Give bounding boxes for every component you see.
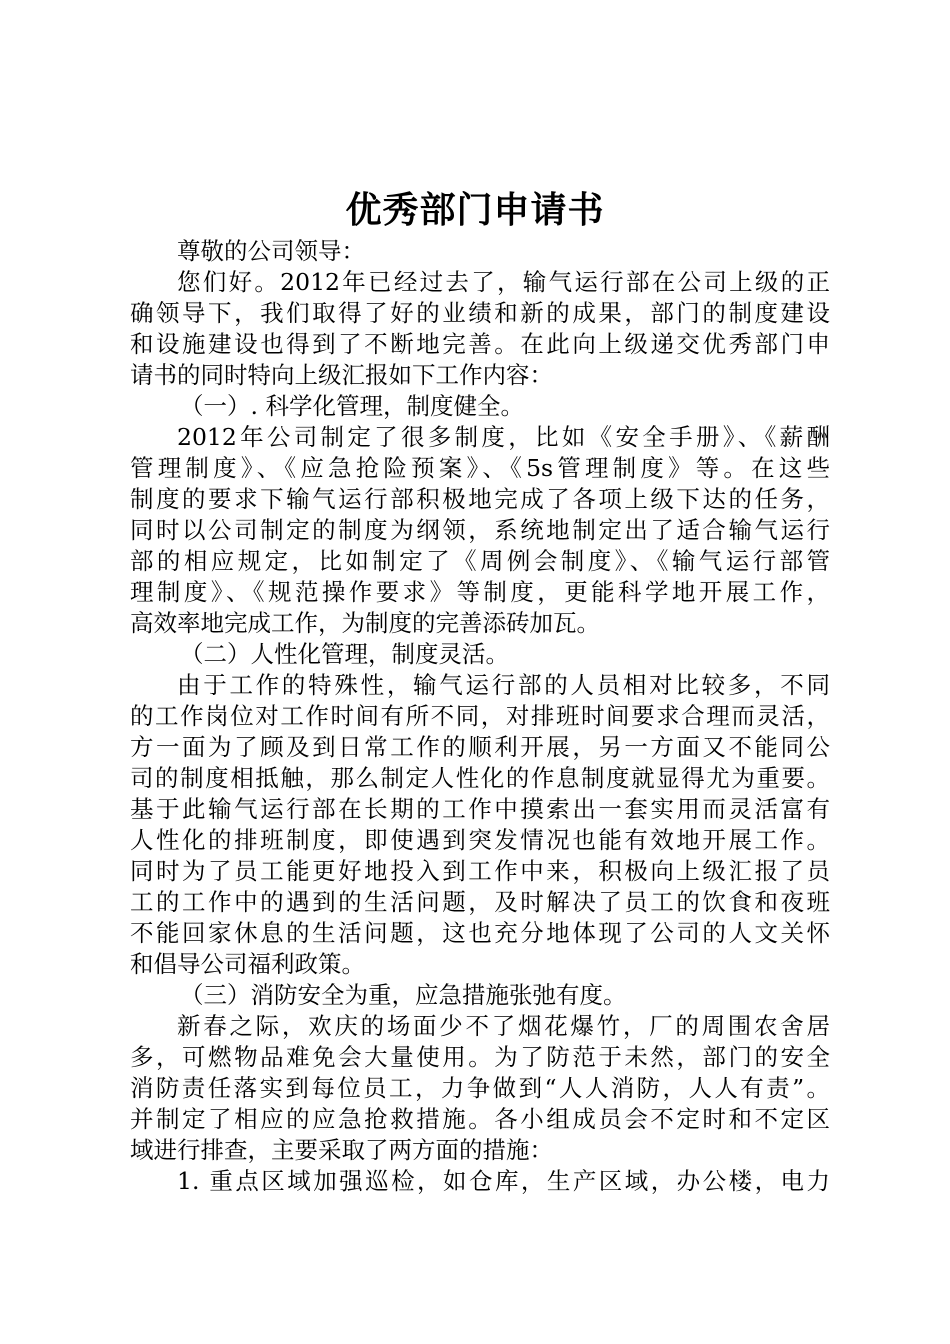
text-line: 确领导下，我们取得了好的业绩和新的成果，部门的制度建设	[130, 299, 830, 327]
text-line: 基于此输气运行部在长期的工作中摸索出一套实用而灵活富有	[130, 795, 830, 823]
document-body	[130, 236, 830, 1197]
text-line: 并制定了相应的应急抢救措施。各小组成员会不定时和不定区	[130, 1105, 830, 1133]
document-title: 优秀部门申请书	[345, 189, 605, 231]
text-line: 同时为了员工能更好地投入到工作中来，积极向上级汇报了员	[130, 857, 830, 885]
text-line: 消防责任落实到每位员工，力争做到“人人消防，人人有责”。	[130, 1074, 830, 1102]
text-line: 由于工作的特殊性，输气运行部的人员相对比较多，不同	[177, 671, 830, 699]
text-line: 请书的同时特向上级汇报如下工作内容：	[130, 361, 553, 389]
text-line: 和设施建设也得到了不断地完善。在此向上级递交优秀部门申	[130, 330, 830, 358]
text-line: （三）消防安全为重，应急措施张弛有度。	[180, 981, 627, 1009]
text-line: 1. 重点区域加强巡检，如仓库，生产区域，办公楼，电力	[177, 1167, 830, 1195]
text-line: 新春之际，欢庆的场面少不了烟花爆竹，厂的周围农舍居	[177, 1012, 830, 1040]
text-line: 同时以公司制定的制度为纲领，系统地制定出了适合输气运行	[130, 516, 830, 544]
text-line: 和倡导公司福利政策。	[130, 950, 365, 978]
text-line: 您们好。2012年已经过去了，输气运行部在公司上级的正	[177, 268, 830, 296]
text-line: 司的制度相抵触，那么制定人性化的作息制度就显得尤为重要。	[130, 764, 830, 792]
text-line: 2012年公司制定了很多制度，比如《安全手册》、《薪酬	[177, 423, 830, 451]
text-line: 域进行排查，主要采取了两方面的措施：	[130, 1136, 553, 1164]
text-line: 不能回家休息的生活问题，这也充分地体现了公司的人文关怀	[130, 919, 830, 947]
text-line: 管理制度》、《应急抢险预案》、《5s管理制度》等。在这些	[130, 454, 830, 482]
text-line: 理制度》、《规范操作要求》等制度，更能科学地开展工作，	[130, 578, 830, 606]
text-line: （二）人性化管理，制度灵活。	[180, 640, 509, 668]
text-line: 的工作岗位对工作时间有所不同，对排班时间要求合理而灵活，	[130, 702, 830, 730]
text-line: 工的工作中的遇到的生活问题，及时解决了员工的饮食和夜班	[130, 888, 830, 916]
text-line: 尊敬的公司领导：	[177, 237, 365, 265]
text-line: 多，可燃物品难免会大量使用。为了防范于未然，部门的安全	[130, 1043, 830, 1071]
text-line: 人性化的排班制度，即使遇到突发情况也能有效地开展工作。	[130, 826, 830, 854]
text-line: 高效率地完成工作，为制度的完善添砖加瓦。	[130, 609, 600, 637]
text-line: 制度的要求下输气运行部积极地完成了各项上级下达的任务，	[130, 485, 830, 513]
text-line: （一）. 科学化管理，制度健全。	[180, 392, 524, 420]
text-line: 方一面为了顾及到日常工作的顺利开展，另一方面又不能同公	[130, 733, 830, 761]
text-line: 部的相应规定，比如制定了《周例会制度》、《输气运行部管	[130, 547, 830, 575]
